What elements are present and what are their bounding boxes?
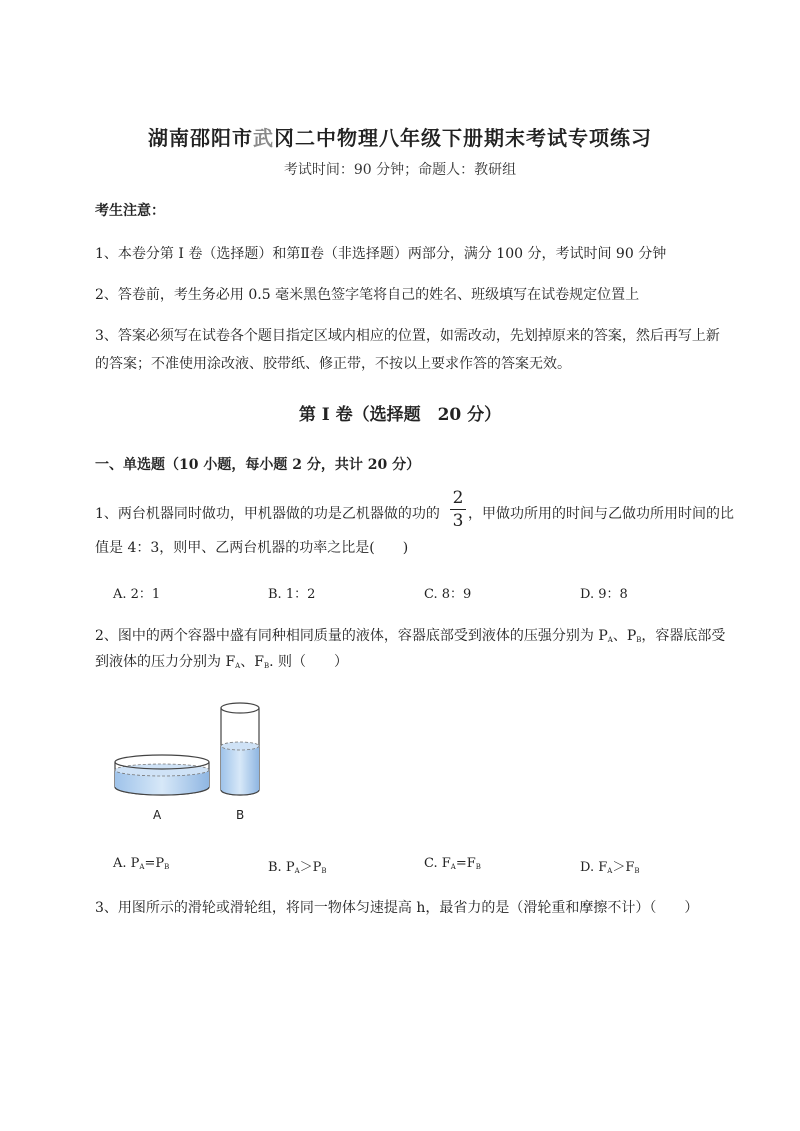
figure-label-b: B [236,808,245,822]
page-title: 湖南邵阳市武冈二中物理八年级下册期末考试专项练习 [148,126,652,150]
notice-heading: 考生注意： [95,203,165,219]
q2-option-a[interactable]: A. $P_A=P_B$ [113,856,170,871]
container-b [221,703,259,795]
section-title: 第 I 卷（选择题 20 分） [298,405,502,425]
q1-text-line2: 值是 4：3，则甲、乙两台机器的功率之比是( ) [95,540,409,556]
q2-option-b[interactable]: B. $P_A>P_B$ [268,860,327,875]
q1-frac-num: 2 [452,488,464,508]
q3-text: 3、用图所示的滑轮或滑轮组，将同一物体匀速提高 h，最省力的是（滑轮重和摩擦不计）（ ） [95,900,699,916]
q1-option-c[interactable]: C. 8：9 [424,587,472,602]
q1-option-d[interactable]: D. 9：8 [580,587,628,602]
part-title: 一、单选题（10 小题，每小题 2 分，共计 20 分） [95,457,421,473]
containers-figure [105,695,275,805]
page-subtitle: 考试时间：90 分钟；命题人：教研组 [283,162,517,178]
q2-option-c[interactable]: C. $F_A=F_B$ [424,856,481,871]
q1-text-b: ，甲做功所用的时间与乙做功所用时间的比 [468,506,734,522]
q1-text-a: 1、两台机器同时做功，甲机器做的功是乙机器做的功的 [95,506,440,522]
notice-item-3: 3、答案必须写在试卷各个题目指定区域内相应的位置，如需改动，先划掉原来的答案，然后再写上新 [95,328,720,344]
figure-label-a: A [153,808,162,822]
notice-item-2: 2、答卷前，考生务必用 0.5 毫米黑色签字笔将自己的姓名、班级填写在试卷规定位置上 [95,287,640,303]
container-a [115,755,209,795]
q2-option-d[interactable]: D. $F_A>F_B$ [580,860,640,875]
q2-text-line2: 到液体的压力分别为 $F_A$、$F_B$. 则（ ） [95,654,349,670]
q1-frac-den: 3 [452,511,464,531]
q2-text-line1: 2、图中的两个容器中盛有同种相同质量的液体，容器底部受到液体的压强分别为 $P_A$、$P_B$，容器底部受 [95,628,726,644]
notice-item-1: 1、本卷分第 I 卷（选择题）和第Ⅱ卷（非选择题）两部分，满分 100 分，考试时间 90 分钟 [95,246,667,262]
q1-fraction [450,488,466,531]
q1-option-a[interactable]: A. 2：1 [113,587,161,602]
q1-option-b[interactable]: B. 1：2 [268,587,316,602]
notice-item-3-cont: 的答案；不准使用涂改液、胶带纸、修正带，不按以上要求作答的答案无效。 [95,356,571,372]
fraction-bar [450,509,466,510]
title-highlight: 武 [253,126,274,150]
